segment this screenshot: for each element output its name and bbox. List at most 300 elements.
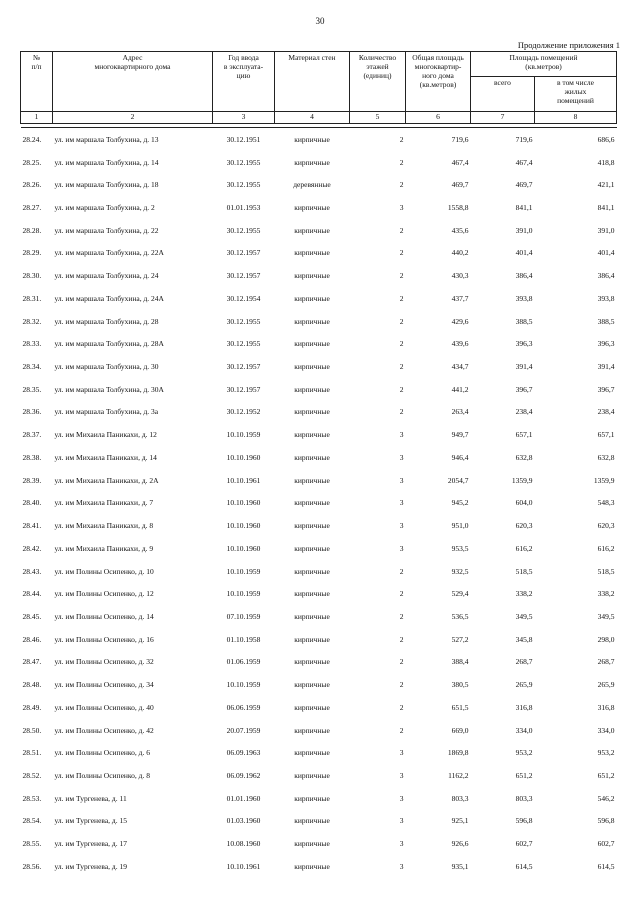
total-area-cell: 434,7 xyxy=(451,362,469,372)
material-cell: кирпичные xyxy=(294,611,330,621)
year-cell: 01.10.1958 xyxy=(226,634,261,644)
material-cell: кирпичные xyxy=(294,157,330,167)
floors-cell: 3 xyxy=(399,475,404,485)
premises-all-cell: 651,2 xyxy=(515,770,533,780)
floors-cell: 3 xyxy=(399,498,404,508)
year-cell: 06.09.1962 xyxy=(226,770,261,780)
premises-all-cell: 386,4 xyxy=(515,271,533,281)
year-cell: 30.12.1955 xyxy=(226,157,261,167)
year-cell: 01.06.1959 xyxy=(226,657,261,667)
premises-all-cell: 334,0 xyxy=(515,725,533,735)
floors-cell: 2 xyxy=(399,134,404,144)
floors-cell: 3 xyxy=(399,521,404,531)
total-area-cell: 388,4 xyxy=(451,657,469,667)
premises-living-cell: 596,8 xyxy=(597,816,615,826)
row-number: 28.50. xyxy=(22,725,42,735)
material-cell: кирпичные xyxy=(294,339,330,349)
year-cell: 10.10.1959 xyxy=(226,680,261,690)
premises-all-cell: 620,3 xyxy=(515,521,533,531)
premises-all-cell: 268,7 xyxy=(515,657,533,667)
total-area-cell: 467,4 xyxy=(451,157,469,167)
premises-all-cell: 596,8 xyxy=(515,816,533,826)
total-area-cell: 441,2 xyxy=(451,384,469,394)
total-area-cell: 536,5 xyxy=(451,611,469,621)
premises-all-cell: 391,0 xyxy=(515,225,533,235)
premises-living-cell: 546,2 xyxy=(597,793,615,803)
row-number: 28.28. xyxy=(22,225,42,235)
premises-all-cell: 391,4 xyxy=(515,362,533,372)
header-address: Адрес многоквартирного дома xyxy=(53,52,213,112)
year-cell: 06.06.1959 xyxy=(226,702,261,712)
table-row xyxy=(21,332,617,355)
floors-cell: 2 xyxy=(399,407,404,417)
year-cell: 30.12.1954 xyxy=(226,293,261,303)
year-cell: 10.10.1960 xyxy=(226,452,261,462)
row-number: 28.48. xyxy=(22,680,42,690)
address-cell: ул. им Полины Осипенко, д. 34 xyxy=(54,680,154,690)
premises-all-cell: 467,4 xyxy=(515,157,533,167)
premises-all-cell: 338,2 xyxy=(515,589,533,599)
year-cell: 30.12.1957 xyxy=(226,362,261,372)
table-row xyxy=(21,605,617,628)
total-area-cell: 435,6 xyxy=(451,225,469,235)
total-area-cell: 2054,7 xyxy=(447,475,469,485)
premises-living-cell: 268,7 xyxy=(597,657,615,667)
address-cell: ул. им маршала Толбухина, д. 28 xyxy=(54,316,159,326)
year-cell: 30.12.1951 xyxy=(226,134,261,144)
floors-cell: 2 xyxy=(399,339,404,349)
table-row xyxy=(21,514,617,537)
premises-all-cell: 602,7 xyxy=(515,839,533,849)
premises-living-cell: 548,3 xyxy=(597,498,615,508)
row-number: 28.37. xyxy=(22,430,42,440)
table-row xyxy=(21,832,617,855)
material-cell: кирпичные xyxy=(294,430,330,440)
floors-cell: 2 xyxy=(399,634,404,644)
premises-living-cell: 338,2 xyxy=(597,589,615,599)
premises-living-cell: 391,4 xyxy=(597,362,615,372)
address-cell: ул. им маршала Толбухина, д. 2 xyxy=(54,203,155,213)
premises-all-cell: 632,8 xyxy=(515,452,533,462)
floors-cell: 2 xyxy=(399,362,404,372)
premises-all-cell: 469,7 xyxy=(515,180,533,190)
year-cell: 30.12.1957 xyxy=(226,248,261,258)
premises-living-cell: 421,1 xyxy=(597,180,615,190)
row-number: 28.54. xyxy=(22,816,42,826)
total-area-cell: 803,3 xyxy=(451,793,469,803)
column-number: 6 xyxy=(406,112,471,124)
total-area-cell: 951,0 xyxy=(451,521,469,531)
year-cell: 10.10.1959 xyxy=(226,430,261,440)
table-row xyxy=(21,673,617,696)
premises-all-cell: 719,6 xyxy=(515,134,533,144)
total-area-cell: 1558,8 xyxy=(447,203,469,213)
premises-living-cell: 616,2 xyxy=(597,543,615,553)
year-cell: 10.10.1960 xyxy=(226,543,261,553)
table-row xyxy=(21,401,617,424)
table-row xyxy=(21,287,617,310)
column-number: 3 xyxy=(213,112,275,124)
page-number: 30 xyxy=(315,16,325,26)
total-area-cell: 945,2 xyxy=(451,498,469,508)
address-cell: ул. им маршала Толбухина, д. 14 xyxy=(54,157,159,167)
year-cell: 10.10.1959 xyxy=(226,566,261,576)
material-cell: кирпичные xyxy=(294,271,330,281)
column-number: 8 xyxy=(535,112,617,124)
address-cell: ул. им маршала Толбухина, д. 24 xyxy=(54,271,159,281)
continuation-note: Продолжение приложения 1 xyxy=(517,40,620,50)
row-number: 28.31. xyxy=(22,293,42,303)
premises-all-cell: 803,3 xyxy=(515,793,533,803)
total-area-cell: 529,4 xyxy=(451,589,469,599)
column-number: 4 xyxy=(275,112,350,124)
premises-living-cell: 602,7 xyxy=(597,839,615,849)
row-number: 28.45. xyxy=(22,611,42,621)
year-cell: 30.12.1955 xyxy=(226,180,261,190)
row-number: 28.29. xyxy=(22,248,42,258)
address-cell: ул. им Михаила Паникахи, д. 2А xyxy=(54,475,159,485)
row-number: 28.42. xyxy=(22,543,42,553)
address-cell: ул. им маршала Толбухина, д. 30 xyxy=(54,362,159,372)
premises-living-cell: 1359,9 xyxy=(593,475,615,485)
address-cell: ул. им Михаила Паникахи, д. 9 xyxy=(54,543,154,553)
address-cell: ул. им Михаила Паникахи, д. 14 xyxy=(54,452,157,462)
premises-living-cell: 841,1 xyxy=(597,203,615,213)
total-area-cell: 935,1 xyxy=(451,861,469,871)
premises-living-cell: 651,2 xyxy=(597,770,615,780)
address-cell: ул. им Тургенева, д. 19 xyxy=(54,861,127,871)
premises-living-cell: 418,8 xyxy=(597,157,615,167)
table-row xyxy=(21,242,617,265)
material-cell: кирпичные xyxy=(294,861,330,871)
premises-living-cell: 386,4 xyxy=(597,271,615,281)
row-number: 28.44. xyxy=(22,589,42,599)
total-area-cell: 926,6 xyxy=(451,839,469,849)
material-cell: кирпичные xyxy=(294,521,330,531)
header-floors: Количество этажей (единиц) xyxy=(350,52,406,112)
floors-cell: 3 xyxy=(399,430,404,440)
premises-living-cell: 953,2 xyxy=(597,748,615,758)
address-cell: ул. им Тургенева, д. 15 xyxy=(54,816,127,826)
premises-all-cell: 265,9 xyxy=(515,680,533,690)
total-area-cell: 429,6 xyxy=(451,316,469,326)
premises-all-cell: 396,7 xyxy=(515,384,533,394)
row-number: 28.40. xyxy=(22,498,42,508)
year-cell: 10.10.1960 xyxy=(226,521,261,531)
premises-all-cell: 349,5 xyxy=(515,611,533,621)
row-number: 28.51. xyxy=(22,748,42,758)
material-cell: кирпичные xyxy=(294,452,330,462)
table-row xyxy=(21,355,617,378)
total-area-cell: 263,4 xyxy=(451,407,469,417)
address-cell: ул. им Полины Осипенко, д. 40 xyxy=(54,702,154,712)
floors-cell: 3 xyxy=(399,748,404,758)
premises-living-cell: 349,5 xyxy=(597,611,615,621)
address-cell: ул. им Полины Осипенко, д. 14 xyxy=(54,611,154,621)
premises-living-cell: 393,8 xyxy=(597,293,615,303)
row-number: 28.43. xyxy=(22,566,42,576)
table-row xyxy=(21,855,617,878)
address-cell: ул. им Полины Осипенко, д. 32 xyxy=(54,657,154,667)
premises-living-cell: 686,6 xyxy=(597,134,615,144)
material-cell: кирпичные xyxy=(294,293,330,303)
premises-all-cell: 1359,9 xyxy=(511,475,533,485)
table-row xyxy=(21,151,617,174)
row-number: 28.49. xyxy=(22,702,42,712)
material-cell: кирпичные xyxy=(294,634,330,644)
total-area-cell: 1869,8 xyxy=(447,748,469,758)
year-cell: 30.12.1957 xyxy=(226,384,261,394)
floors-cell: 2 xyxy=(399,611,404,621)
row-number: 28.47. xyxy=(22,657,42,667)
material-cell: кирпичные xyxy=(294,793,330,803)
year-cell: 10.10.1960 xyxy=(226,498,261,508)
total-area-cell: 439,6 xyxy=(451,339,469,349)
floors-cell: 2 xyxy=(399,316,404,326)
floors-cell: 2 xyxy=(399,157,404,167)
address-cell: ул. им маршала Толбухина, д. 18 xyxy=(54,180,159,190)
table-row xyxy=(21,219,617,242)
floors-cell: 3 xyxy=(399,203,404,213)
address-cell: ул. им маршала Толбухина, д. 24А xyxy=(54,293,164,303)
premises-living-cell: 401,4 xyxy=(597,248,615,258)
row-number: 28.34. xyxy=(22,362,42,372)
material-cell: кирпичные xyxy=(294,384,330,394)
material-cell: кирпичные xyxy=(294,362,330,372)
address-cell: ул. им Полины Осипенко, д. 6 xyxy=(54,748,150,758)
row-number: 28.46. xyxy=(22,634,42,644)
year-cell: 30.12.1955 xyxy=(226,339,261,349)
address-cell: ул. им маршала Толбухина, д. 13 xyxy=(54,134,159,144)
column-number: 1 xyxy=(21,112,53,124)
material-cell: кирпичные xyxy=(294,839,330,849)
table-row xyxy=(21,560,617,583)
address-cell: ул. им маршала Толбухина, д. 22 xyxy=(54,225,159,235)
year-cell: 07.10.1959 xyxy=(226,611,261,621)
premises-all-cell: 388,5 xyxy=(515,316,533,326)
address-cell: ул. им маршала Толбухина, д. 28А xyxy=(54,339,164,349)
table-row xyxy=(21,787,617,810)
premises-all-cell: 396,3 xyxy=(515,339,533,349)
premises-living-cell: 298,0 xyxy=(597,634,615,644)
premises-living-cell: 388,5 xyxy=(597,316,615,326)
floors-cell: 3 xyxy=(399,543,404,553)
table-row xyxy=(21,741,617,764)
address-cell: ул. им маршала Толбухина, д. 30А xyxy=(54,384,164,394)
column-number: 2 xyxy=(53,112,213,124)
material-cell: кирпичные xyxy=(294,134,330,144)
total-area-cell: 1162,2 xyxy=(448,770,469,780)
row-number: 28.32. xyxy=(22,316,42,326)
premises-living-cell: 265,9 xyxy=(597,680,615,690)
premises-living-cell: 396,3 xyxy=(597,339,615,349)
table-row xyxy=(21,446,617,469)
premises-living-cell: 620,3 xyxy=(597,521,615,531)
premises-living-cell: 614,5 xyxy=(597,861,615,871)
material-cell: кирпичные xyxy=(294,543,330,553)
year-cell: 20.07.1959 xyxy=(226,725,261,735)
material-cell: кирпичные xyxy=(294,475,330,485)
table-body xyxy=(21,128,617,878)
row-number: 28.55. xyxy=(22,839,42,849)
row-number: 28.25. xyxy=(22,157,42,167)
premises-living-cell: 632,8 xyxy=(597,452,615,462)
material-cell: кирпичные xyxy=(294,702,330,712)
address-cell: ул. им Полины Осипенко, д. 16 xyxy=(54,634,154,644)
floors-cell: 2 xyxy=(399,566,404,576)
row-number: 28.33. xyxy=(22,339,42,349)
total-area-cell: 430,3 xyxy=(451,271,469,281)
premises-living-cell: 657,1 xyxy=(597,430,615,440)
material-cell: деревянные xyxy=(293,180,331,190)
address-cell: ул. им Михаила Паникахи, д. 7 xyxy=(54,498,154,508)
premises-all-cell: 657,1 xyxy=(515,430,533,440)
row-number: 28.39. xyxy=(22,475,42,485)
premises-all-cell: 616,2 xyxy=(515,543,533,553)
floors-cell: 2 xyxy=(399,725,404,735)
floors-cell: 2 xyxy=(399,248,404,258)
floors-cell: 2 xyxy=(399,680,404,690)
table-row xyxy=(21,310,617,333)
premises-all-cell: 614,5 xyxy=(515,861,533,871)
premises-living-cell: 334,0 xyxy=(597,725,615,735)
total-area-cell: 380,5 xyxy=(451,680,469,690)
address-cell: ул. им Полины Осипенко, д. 42 xyxy=(54,725,154,735)
total-area-cell: 469,7 xyxy=(451,180,469,190)
apartment-buildings-table xyxy=(20,51,617,878)
row-number: 28.56. xyxy=(22,861,42,871)
floors-cell: 2 xyxy=(399,293,404,303)
material-cell: кирпичные xyxy=(294,657,330,667)
material-cell: кирпичные xyxy=(294,498,330,508)
material-cell: кирпичные xyxy=(294,316,330,326)
address-cell: ул. им маршала Толбухина, д. 3а xyxy=(54,407,159,417)
premises-living-cell: 316,8 xyxy=(597,702,615,712)
material-cell: кирпичные xyxy=(294,748,330,758)
year-cell: 30.12.1957 xyxy=(226,271,261,281)
total-area-cell: 946,4 xyxy=(451,452,469,462)
floors-cell: 2 xyxy=(399,702,404,712)
table-row xyxy=(21,378,617,401)
floors-cell: 2 xyxy=(399,657,404,667)
total-area-cell: 925,1 xyxy=(451,816,469,826)
material-cell: кирпичные xyxy=(294,725,330,735)
premises-all-cell: 604,0 xyxy=(515,498,533,508)
table-row xyxy=(21,173,617,196)
premises-living-cell: 518,5 xyxy=(597,566,615,576)
table-row xyxy=(21,537,617,560)
year-cell: 10.10.1959 xyxy=(226,589,261,599)
material-cell: кирпичные xyxy=(294,770,330,780)
total-area-cell: 651,5 xyxy=(451,702,469,712)
table-row xyxy=(21,696,617,719)
row-number: 28.53. xyxy=(22,793,42,803)
floors-cell: 2 xyxy=(399,384,404,394)
row-number: 28.30. xyxy=(22,271,42,281)
total-area-cell: 719,6 xyxy=(451,134,469,144)
table-row xyxy=(21,469,617,492)
table-row xyxy=(21,719,617,742)
premises-living-cell: 396,7 xyxy=(597,384,615,394)
row-number: 28.38. xyxy=(22,452,42,462)
row-number: 28.35. xyxy=(22,384,42,394)
column-number: 7 xyxy=(471,112,535,124)
total-area-cell: 949,7 xyxy=(451,430,469,440)
table-row xyxy=(21,492,617,515)
premises-all-cell: 316,8 xyxy=(515,702,533,712)
row-number: 28.27. xyxy=(22,203,42,213)
table-row xyxy=(21,128,617,151)
floors-cell: 3 xyxy=(399,452,404,462)
address-cell: ул. им Тургенева, д. 17 xyxy=(54,839,127,849)
header-year: Год ввода в эксплуата- цию xyxy=(213,52,275,112)
material-cell: кирпичные xyxy=(294,680,330,690)
year-cell: 30.12.1955 xyxy=(226,316,261,326)
total-area-cell: 437,7 xyxy=(451,293,469,303)
header-premises-living: в том числе жилых помещений xyxy=(535,77,617,112)
table-row xyxy=(21,764,617,787)
row-number: 28.41. xyxy=(22,521,42,531)
address-cell: ул. им Полины Осипенко, д. 12 xyxy=(54,589,154,599)
row-number: 28.26. xyxy=(22,180,42,190)
year-cell: 01.01.1953 xyxy=(226,203,261,213)
premises-all-cell: 953,2 xyxy=(515,748,533,758)
year-cell: 10.10.1961 xyxy=(226,475,261,485)
floors-cell: 3 xyxy=(399,816,404,826)
floors-cell: 2 xyxy=(399,180,404,190)
table-row xyxy=(21,651,617,674)
total-area-cell: 440,2 xyxy=(451,248,469,258)
address-cell: ул. им Тургенева, д. 11 xyxy=(54,793,127,803)
year-cell: 30.12.1952 xyxy=(226,407,261,417)
table-row xyxy=(21,810,617,833)
material-cell: кирпичные xyxy=(294,566,330,576)
total-area-cell: 669,0 xyxy=(451,725,469,735)
header-material: Материал стен xyxy=(275,52,350,112)
row-number: 28.36. xyxy=(22,407,42,417)
premises-all-cell: 518,5 xyxy=(515,566,533,576)
address-cell: ул. им Михаила Паникахи, д. 8 xyxy=(54,521,154,531)
premises-living-cell: 391,0 xyxy=(597,225,615,235)
premises-all-cell: 401,4 xyxy=(515,248,533,258)
year-cell: 06.09.1963 xyxy=(226,748,261,758)
address-cell: ул. им маршала Толбухина, д. 22А xyxy=(54,248,164,258)
row-number: 28.52. xyxy=(22,770,42,780)
header-premises-all: всего xyxy=(471,77,535,112)
material-cell: кирпичные xyxy=(294,816,330,826)
year-cell: 10.08.1960 xyxy=(226,839,261,849)
year-cell: 10.10.1961 xyxy=(226,861,261,871)
premises-all-cell: 345,8 xyxy=(515,634,533,644)
total-area-cell: 953,5 xyxy=(451,543,469,553)
premises-all-cell: 841,1 xyxy=(515,203,533,213)
year-cell: 01.03.1960 xyxy=(226,816,261,826)
material-cell: кирпичные xyxy=(294,407,330,417)
header-num: № п/п xyxy=(21,52,53,112)
material-cell: кирпичные xyxy=(294,589,330,599)
floors-cell: 3 xyxy=(399,839,404,849)
premises-all-cell: 238,4 xyxy=(515,407,533,417)
table-row xyxy=(21,423,617,446)
address-cell: ул. им Полины Осипенко, д. 10 xyxy=(54,566,154,576)
total-area-cell: 527,2 xyxy=(451,634,469,644)
material-cell: кирпичные xyxy=(294,203,330,213)
table-header xyxy=(21,52,617,124)
year-cell: 30.12.1955 xyxy=(226,225,261,235)
total-area-cell: 932,5 xyxy=(451,566,469,576)
table-row xyxy=(21,582,617,605)
floors-cell: 3 xyxy=(399,770,404,780)
